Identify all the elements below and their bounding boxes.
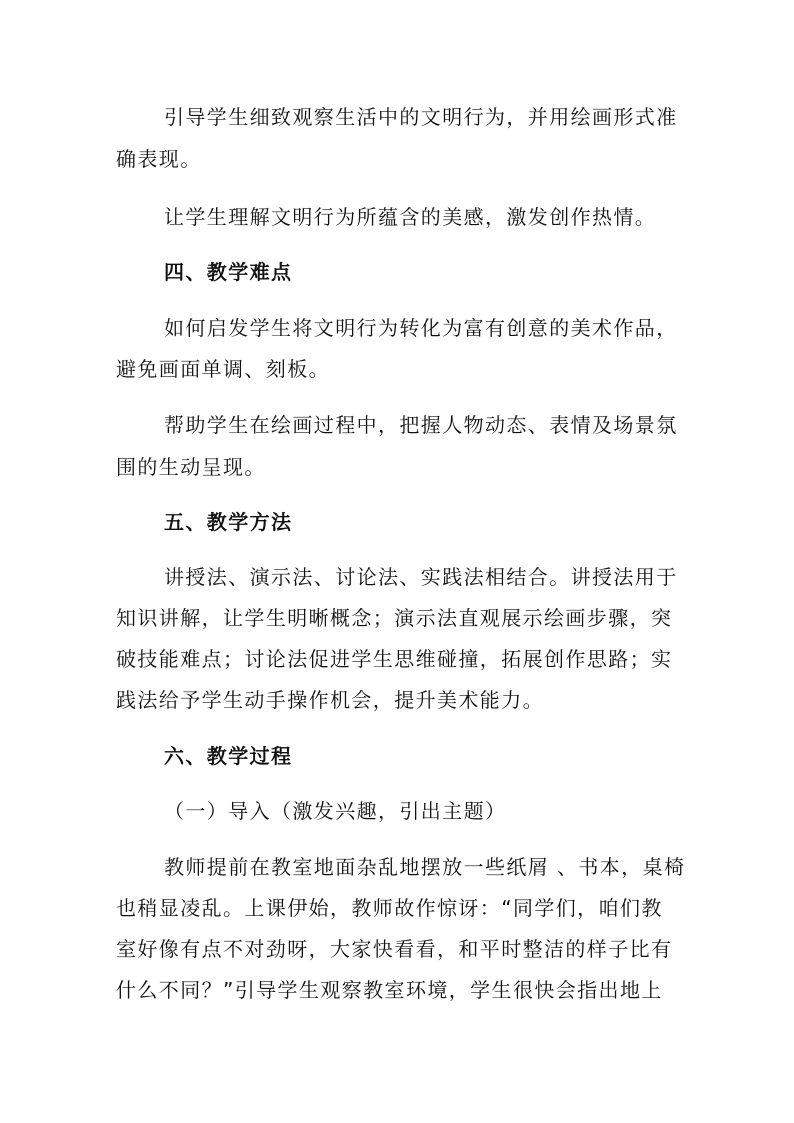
- paragraph-line: 如何启发学生将文明行为转化为富有创意的美术作品，: [164, 316, 678, 340]
- section-heading: 五、教学方法: [164, 510, 293, 534]
- section-heading: 四、教学难点: [164, 260, 293, 284]
- paragraph-line: 让学生理解文明行为所蕴含的美感，激发创作热情。: [164, 205, 657, 229]
- paragraph-line: 帮助学生在绘画过程中，把握人物动态、表情及场景氛: [164, 413, 678, 437]
- paragraph-line: 践法给予学生动手操作机会，提升美术能力。: [116, 688, 544, 712]
- subsection-heading: （一）导入（激发兴趣，引出主题）: [164, 799, 507, 823]
- section-heading: 六、教学过程: [164, 744, 293, 768]
- paragraph-line: 讲授法、演示法、讨论法、实践法相结合。讲授法用于: [164, 565, 678, 589]
- paragraph-line: 破技能难点；讨论法促进学生思维碰撞，拓展创作思路；实: [116, 647, 673, 671]
- paragraph-line: 教师提前在教室地面杂乱地摆放一些纸屑 、书本，桌椅: [164, 855, 686, 879]
- paragraph-line: 什么不同？”引导学生观察教室环境，学生很快会指出地上: [116, 978, 663, 1002]
- paragraph-line: 确表现。: [116, 147, 202, 171]
- paragraph-line: 围的生动呈现。: [116, 455, 266, 479]
- paragraph-line: 避免画面单调、刻板。: [116, 357, 330, 381]
- paragraph-line: 也稍显凌乱。上课伊始，教师故作惊讶：“同学们，咱们教: [116, 896, 663, 920]
- paragraph-line: 室好像有点不对劲呀，大家快看看，和平时整洁的样子比有: [116, 937, 673, 961]
- paragraph-line: 知识讲解，让学生明晰概念；演示法直观展示绘画步骤，突: [116, 606, 673, 630]
- paragraph-line: 引导学生细致观察生活中的文明行为，并用绘画形式准: [164, 105, 678, 129]
